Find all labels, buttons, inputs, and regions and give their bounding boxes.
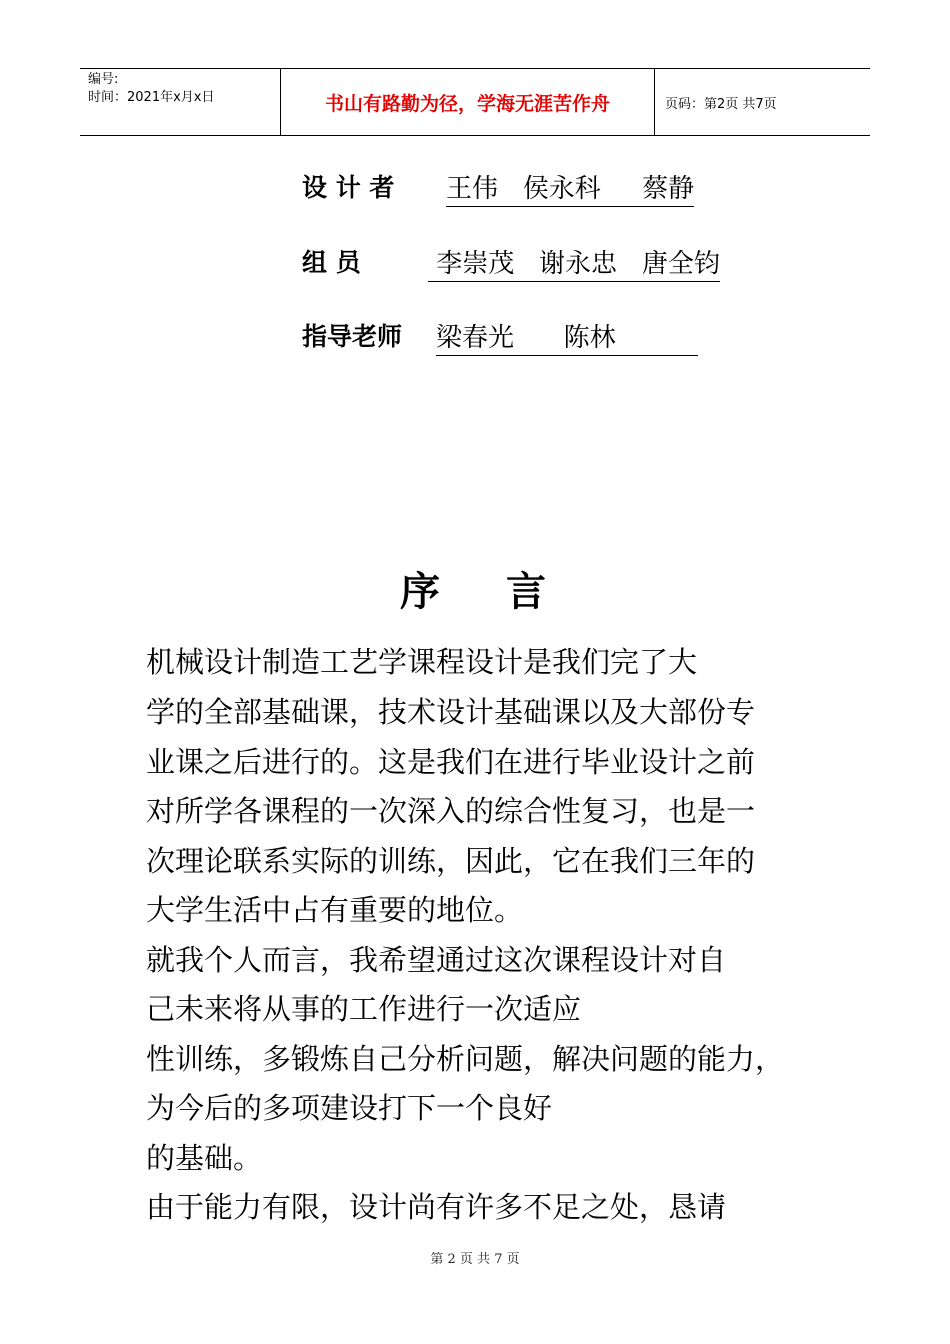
member-label: 组 员: [302, 248, 361, 277]
page-header: [80, 68, 870, 136]
preface-line: 学的全部基础课，技术设计基础课以及大部份专: [146, 695, 756, 729]
number-label: 编号:: [88, 72, 119, 87]
preface-line: 业课之后进行的。这是我们在进行毕业设计之前: [146, 745, 756, 779]
preface-line: 就我个人而言，我希望通过这次课程设计对自: [146, 943, 727, 977]
time-label: 时间：2021年x月x日: [88, 90, 215, 105]
advisor-value: 梁春光 陈林: [436, 317, 698, 356]
designer-value: 王伟 侯永科 蔡静: [446, 168, 694, 207]
preface-line: 大学生活中占有重要的地位。: [146, 893, 524, 927]
header-meta: [80, 69, 281, 135]
member-value: 李崇茂 谢永忠 唐全钧: [428, 243, 720, 282]
preface-line: 性训练，多锻炼自己分析问题，解决问题的能力，: [146, 1042, 785, 1076]
header-page-info: 页码：第2页 共7页: [665, 96, 777, 112]
advisor-label: 指导老师: [302, 322, 403, 351]
preface-line: 次理论联系实际的训练，因此，它在我们三年的: [146, 844, 756, 878]
designer-label: 设 计 者: [302, 173, 395, 202]
preface-title: 序言: [400, 569, 612, 615]
header-motto: 书山有路勤为径，学海无涯苦作舟: [281, 69, 655, 135]
preface-line: 为今后的多项建设打下一个良好: [146, 1091, 553, 1125]
preface-line: 对所学各课程的一次深入的综合性复习，也是一: [146, 794, 756, 828]
preface-line: 的基础。: [146, 1141, 263, 1175]
preface-line: 由于能力有限，设计尚有许多不足之处，恳请: [146, 1190, 727, 1224]
preface-line: 己未来将从事的工作进行一次适应: [146, 992, 582, 1026]
preface-line: 机械设计制造工艺学课程设计是我们完了大: [146, 645, 698, 679]
page-footer: 第 2 页 共 7 页: [430, 1252, 520, 1267]
